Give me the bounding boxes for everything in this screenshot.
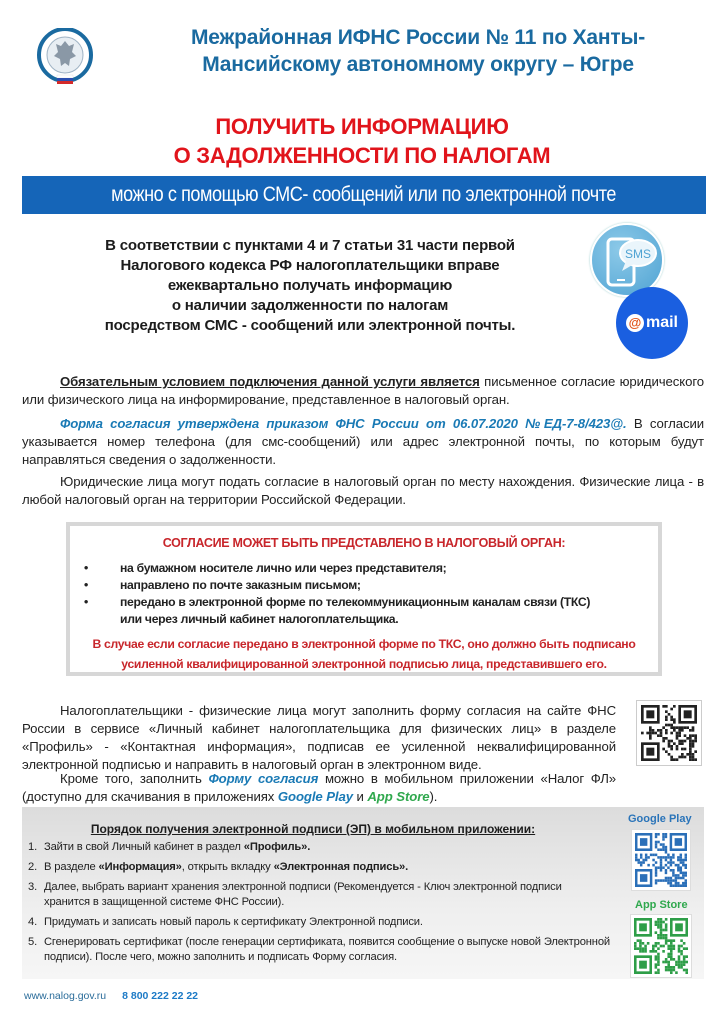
list-item-text: на бумажном носителе лично или через представителя;	[120, 561, 447, 575]
qr-pattern	[641, 705, 697, 761]
legal-line: Налогового кодекса РФ налогоплательщики вправе	[120, 257, 500, 274]
google-play-link[interactable]: Google Play	[277, 789, 353, 804]
org-title	[128, 24, 708, 78]
bullet-icon: •	[84, 561, 88, 575]
list-item-continuation: или через личный кабинет налогоплательщика.	[120, 612, 399, 626]
subtitle-band	[22, 176, 706, 214]
submission-paragraph	[22, 473, 704, 509]
list-item	[84, 594, 644, 611]
mobile-text: можно в мобильном приложении «Налог ФЛ» (доступно для скачивания в приложениях	[22, 771, 616, 804]
legal-line: посредством СМС - сообщений или электронной почты.	[104, 317, 516, 334]
website-link[interactable]: www.nalog.gov.ru	[24, 990, 107, 1002]
step-bold: «Информация»	[98, 861, 182, 873]
consent-methods-box	[66, 522, 662, 676]
app-store-link[interactable]: App Store	[367, 789, 430, 804]
bullet-icon: •	[84, 595, 88, 609]
step-bold: «Электронная подпись».	[273, 861, 409, 873]
headline-line2: О ЗАДОЛЖЕННОСТИ ПО НАЛОГАМ	[173, 143, 551, 168]
step-text: Придумать и записать новый пароль к сертификату Электронной подписи.	[44, 916, 423, 928]
step-number: 5.	[28, 936, 38, 948]
step-item	[28, 935, 610, 965]
list-item	[84, 560, 644, 577]
step-number: 4.	[28, 916, 38, 928]
step-text: В разделе	[44, 861, 99, 873]
org-title-line1: Межрайонная ИФНС России № 11 по Ханты-	[190, 26, 645, 49]
step-text: , открыть вкладку	[181, 861, 274, 873]
mail-icon	[616, 287, 688, 359]
requirement-bold: Обязательным условием подключения данной услуги является	[60, 374, 480, 389]
online-text: Налогоплательщики - физические лица могут заполнить форму согласия на сайте ФНС России в сервисе «Личный кабинет налогоплательщика для физических лиц» в разделе «Профиль» - «Контактная информация», подписав ее усиленной неквалифицированной электронной подписью и направить в налоговый орган в электронном виде.	[22, 703, 616, 772]
submission-text: Юридические лица могут подать согласие в налоговый орган по месту нахождения. Физические лица - в любой налоговый орган на территории Российской Федерации.	[22, 474, 704, 507]
step-text: Зайти в свой Личный кабинет в раздел	[44, 841, 244, 853]
form-approval-paragraph	[22, 415, 704, 469]
step-item	[28, 915, 610, 930]
note-line: В случае если согласие передано в электронной форме по ТКС, оно должно быть подписано	[92, 637, 636, 651]
step-item	[28, 880, 610, 910]
page-headline	[0, 112, 724, 170]
steps-list	[28, 840, 610, 970]
qr-pattern	[635, 833, 687, 887]
app-store-qr-code-icon[interactable]	[630, 914, 692, 978]
step-number: 2.	[28, 861, 38, 873]
hotline-phone[interactable]: 8 800 222 22 22	[122, 990, 199, 1002]
bullet-icon: •	[84, 578, 88, 592]
list-item	[84, 577, 644, 594]
google-play-qr-code-icon[interactable]	[631, 829, 691, 891]
step-bold: «Профиль».	[243, 841, 311, 853]
consent-methods-list	[84, 560, 644, 628]
legal-basis-text	[50, 236, 570, 336]
consent-box-title: СОГЛАСИЕ МОЖЕТ БЫТЬ ПРЕДСТАВЛЕНО В НАЛОГОВЫЙ ОРГАН:	[162, 536, 566, 550]
mail-icon-text: mail	[645, 314, 678, 331]
mobile-text: ).	[429, 789, 438, 804]
mobile-app-paragraph	[22, 770, 616, 806]
sms-phone-icon	[590, 223, 664, 297]
mobile-text: Кроме того, заполнить	[60, 771, 209, 786]
consent-form-link[interactable]: Форму согласия	[208, 771, 319, 786]
step-text: Далее, выбрать вариант хранения электронной подписи (Рекомендуется - Ключ электронной подписи хранится в защищенной системе ФНС России).	[44, 881, 562, 908]
subtitle-band-text: можно с помощью СМС- сообщений или по электронной почте	[111, 183, 617, 206]
note-line: усиленной квалифицированной электронной подписью лица, представившего его.	[121, 657, 607, 671]
app-store-label: App Store	[635, 899, 688, 911]
step-item	[28, 840, 610, 855]
step-number: 1.	[28, 841, 38, 853]
requirement-rest: письменное согласие юридического или физического лица на информирование, представленное в налоговый орган.	[22, 374, 704, 407]
legal-line: ежеквартально получать информацию	[167, 277, 453, 294]
google-play-label: Google Play	[628, 813, 692, 825]
list-item-text: направлено по почте заказным письмом;	[120, 578, 361, 592]
qr-pattern	[634, 918, 688, 974]
footer	[24, 990, 198, 1002]
form-approval-link[interactable]: Форма согласия утверждена приказом ФНС России от 06.07.2020 №ЕД-7-8/423@.	[60, 416, 627, 431]
online-paragraph	[22, 702, 616, 774]
step-text: Сгенерировать сертификат (после генерации сертификата, появится сообщение о выпуске новой Электронной подписи). После чего, можно заполнить и подписать Форму согласия.	[44, 936, 611, 963]
legal-line: о наличии задолженности по налогам	[171, 297, 449, 314]
consent-box-note	[70, 634, 658, 674]
org-title-line2: Мансийскому автономному округу – Югре	[202, 53, 634, 76]
lk-qr-code-icon[interactable]	[636, 700, 702, 766]
requirement-paragraph	[22, 373, 704, 409]
headline-line1: ПОЛУЧИТЬ ИНФОРМАЦИЮ	[215, 114, 509, 139]
sms-icon-text: SMS	[624, 247, 652, 261]
at-sign-icon: @	[626, 314, 644, 332]
mobile-text: и	[352, 789, 368, 804]
steps-title: Порядок получения электронной подписи (ЭП) в мобильном приложении:	[90, 822, 536, 836]
fns-emblem-icon	[36, 28, 94, 86]
list-item-text: передано в электронной форме по телекоммуникационным каналам связи (ТКС)	[120, 595, 591, 609]
step-item	[28, 860, 610, 875]
step-number: 3.	[28, 881, 38, 893]
form-approval-rest: В согласии указывается номер телефона (для смс-сообщений) или адрес электронной почты, по которым будут направляться сведения о задолженности.	[22, 416, 705, 467]
legal-line: В соответствии с пунктами 4 и 7 статьи 31 части первой	[105, 237, 515, 254]
